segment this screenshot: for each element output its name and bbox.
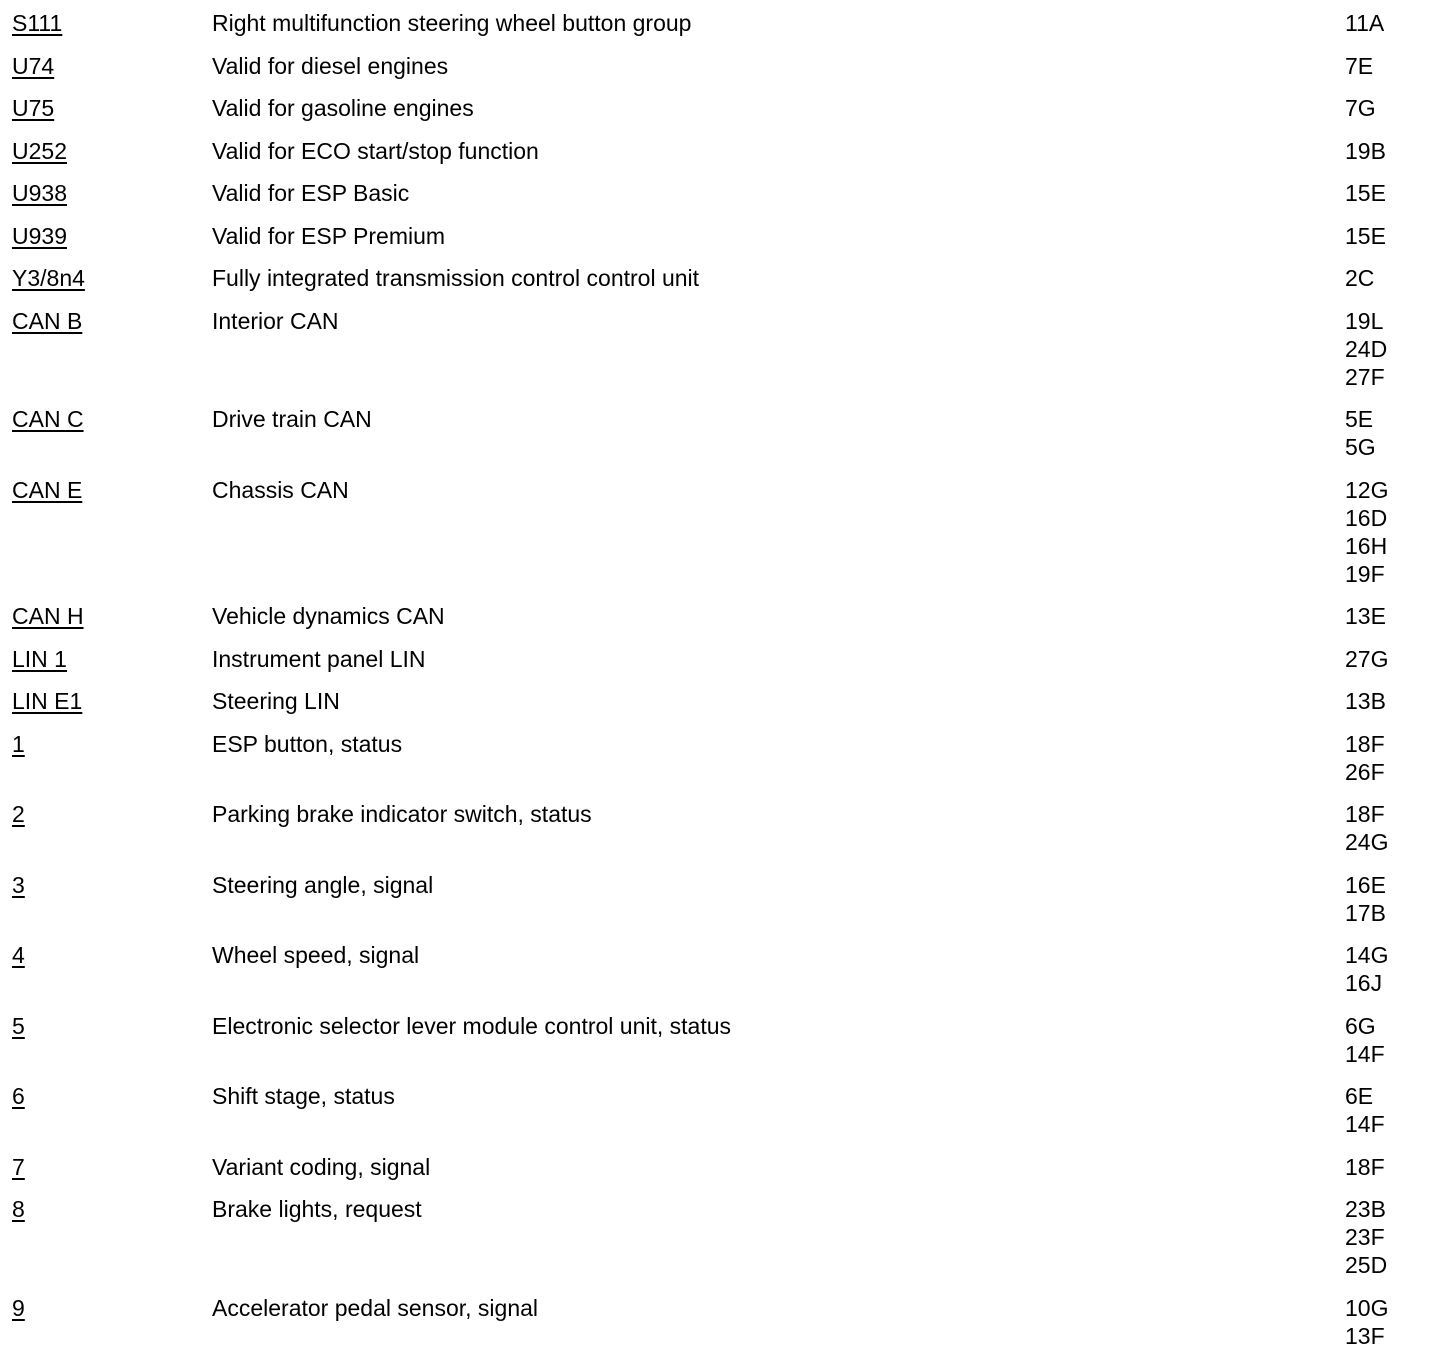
legend-code-link[interactable]: LIN 1 [12,645,67,672]
legend-row [0,476,1440,588]
legend-grid-ref: 6E [1345,1083,1374,1109]
legend-description: Valid for diesel engines [212,52,449,79]
legend-description: Steering LIN [212,688,340,714]
legend-code-link[interactable]: CAN E [12,476,83,503]
legend-grid-refs [1345,1195,1425,1279]
legend-description: Brake lights, request [212,1196,422,1222]
legend-grid-ref: 16H [1345,532,1388,559]
legend-grid-ref: 24D [1345,335,1388,362]
legend-grid-ref: 2C [1345,265,1375,291]
legend-code-cell [0,800,212,828]
legend-code-link[interactable]: 4 [12,942,25,968]
legend-code-cell [0,730,212,758]
legend-code-cell [0,476,212,504]
legend-grid-refs [1345,222,1425,250]
legend-row [0,1012,1440,1068]
legend-grid-refs [1345,9,1425,37]
legend-grid-refs [1345,137,1425,165]
legend-grid-refs [1345,1082,1425,1138]
legend-grid-refs [1345,476,1425,588]
legend-grid-ref: 14F [1345,1040,1385,1067]
legend-grid-refs [1345,800,1425,856]
legend-description: Wheel speed, signal [212,942,420,968]
legend-grid-refs [1345,730,1425,786]
legend-grid-ref: 23F [1345,1224,1385,1250]
legend-description: Drive train CAN [212,406,372,432]
legend-grid-refs [1345,941,1425,997]
legend-grid-refs [1345,871,1425,927]
legend-code-cell [0,9,212,37]
legend-grid-refs [1345,645,1425,673]
legend-grid-ref: 16D [1345,504,1388,531]
legend-grid-ref: 13E [1345,603,1386,629]
legend-grid-refs [1345,1012,1425,1068]
legend-grid-refs [1345,264,1425,292]
legend-grid-ref: 13B [1345,688,1386,714]
legend-grid-ref: 17B [1345,899,1386,926]
legend-grid-ref: 16J [1345,970,1383,996]
legend-grid-ref: 19F [1345,560,1385,587]
legend-code-cell [0,137,212,165]
legend-grid-refs [1345,687,1425,715]
legend-description: Shift stage, status [212,1083,395,1109]
legend-row [0,9,1440,52]
legend-grid-ref: 25D [1345,1252,1388,1278]
legend-row [0,222,1440,265]
legend-description: Valid for ESP Premium [212,222,446,249]
legend-grid-ref: 27F [1345,363,1385,390]
legend-code-link[interactable]: U252 [12,137,67,164]
legend-code-cell [0,264,212,292]
legend-grid-ref: 15E [1345,180,1386,206]
legend-code-link[interactable]: S111 [12,10,63,36]
legend-row [0,871,1440,927]
legend-code-link[interactable]: U75 [12,95,55,121]
legend-grid-ref: 26F [1345,758,1385,785]
legend-grid-refs [1345,1294,1425,1350]
legend-description: Parking brake indicator switch, status [212,801,592,827]
legend-row [0,1195,1440,1279]
legend-row [0,94,1440,137]
legend-grid-refs [1345,602,1425,630]
legend-grid-ref: 13F [1345,1322,1385,1349]
legend-row [0,730,1440,786]
legend-row [0,1082,1440,1138]
legend-description: ESP button, status [212,730,403,757]
legend-description: Accelerator pedal sensor, signal [212,1294,539,1321]
legend-grid-ref: 5G [1345,434,1376,460]
legend-grid-ref: 10G [1345,1294,1389,1321]
legend-code-link[interactable]: CAN C [12,406,84,432]
legend-code-cell [0,687,212,715]
legend-description: Steering angle, signal [212,871,434,898]
legend-row [0,602,1440,645]
legend-code-link[interactable]: CAN B [12,307,83,334]
legend-row [0,1294,1440,1350]
legend-code-link[interactable]: 6 [12,1083,25,1109]
legend-row [0,645,1440,688]
legend-grid-ref: 18F [1345,730,1385,757]
legend-grid-ref: 27G [1345,645,1389,672]
legend-description: Interior CAN [212,307,339,334]
legend-row [0,307,1440,391]
legend-grid-ref: 23B [1345,1196,1386,1222]
legend-code-link[interactable]: 3 [12,871,25,898]
legend-code-cell [0,1012,212,1040]
legend-grid-ref: 14F [1345,1111,1385,1137]
legend-description: Valid for gasoline engines [212,95,474,121]
legend-grid-ref: 19L [1345,307,1384,334]
legend-code-link[interactable]: CAN H [12,603,84,629]
legend-description: Variant coding, signal [212,1153,431,1180]
legend-description: Fully integrated transmission control control unit [212,265,700,291]
legend-grid-refs [1345,307,1425,391]
legend-grid-refs [1345,94,1425,122]
legend-code-link[interactable]: 8 [12,1196,25,1222]
legend-code-link[interactable]: U74 [12,52,55,79]
legend-row [0,137,1440,180]
legend-grid-refs [1345,179,1425,207]
legend-grid-refs [1345,405,1425,461]
legend-code-link[interactable]: 2 [12,801,25,827]
legend-description: Valid for ECO start/stop function [212,137,539,164]
legend-grid-ref: 19B [1345,137,1386,164]
legend-description: Instrument panel LIN [212,645,426,672]
legend-description: Valid for ESP Basic [212,180,410,206]
legend-code-link[interactable]: 5 [12,1012,25,1039]
legend-grid-ref: 18F [1345,1153,1385,1180]
legend-code-cell [0,871,212,899]
legend-grid-ref: 12G [1345,476,1389,503]
legend-grid-ref: 6G [1345,1012,1376,1039]
legend-code-cell [0,1294,212,1322]
legend-code-link[interactable]: U938 [12,180,67,206]
legend-code-link[interactable]: 1 [12,730,25,757]
legend-grid-ref: 7E [1345,52,1374,79]
legend-row [0,179,1440,222]
legend-code-link[interactable]: U939 [12,222,67,249]
legend-row [0,405,1440,461]
legend-description: Electronic selector lever module control unit, status [212,1012,732,1039]
legend-grid-ref: 5E [1345,406,1374,432]
legend-grid-ref: 24G [1345,829,1389,855]
legend-code-cell [0,1195,212,1223]
legend-row [0,941,1440,997]
legend-code-cell [0,645,212,673]
legend-grid-ref: 15E [1345,222,1386,249]
legend-grid-refs [1345,52,1425,80]
legend-code-link[interactable]: LIN E1 [12,688,83,714]
legend-code-cell [0,1082,212,1110]
legend-code-cell [0,179,212,207]
legend-code-link[interactable]: Y3/8n4 [12,265,85,291]
legend-code-cell [0,405,212,433]
legend-code-cell [0,52,212,80]
legend-grid-ref: 16E [1345,871,1386,898]
legend-row [0,687,1440,730]
legend-grid-ref: 14G [1345,942,1389,968]
legend-grid-ref: 18F [1345,801,1385,827]
legend-grid-ref: 7G [1345,95,1376,121]
legend-code-cell [0,1153,212,1181]
legend-row [0,52,1440,95]
legend-code-cell [0,941,212,969]
legend-row [0,1153,1440,1196]
legend-code-cell [0,222,212,250]
legend-description: Right multifunction steering wheel button group [212,10,692,36]
legend-grid-refs [1345,1153,1425,1181]
legend-row [0,800,1440,856]
legend-description: Vehicle dynamics CAN [212,603,445,629]
legend-code-link[interactable]: 9 [12,1294,25,1321]
legend-row [0,264,1440,307]
legend-description: Chassis CAN [212,476,349,503]
legend-grid-ref: 11A [1345,10,1385,36]
legend-code-cell [0,307,212,335]
legend-code-cell [0,602,212,630]
legend-code-link[interactable]: 7 [12,1153,25,1180]
legend-code-cell [0,94,212,122]
